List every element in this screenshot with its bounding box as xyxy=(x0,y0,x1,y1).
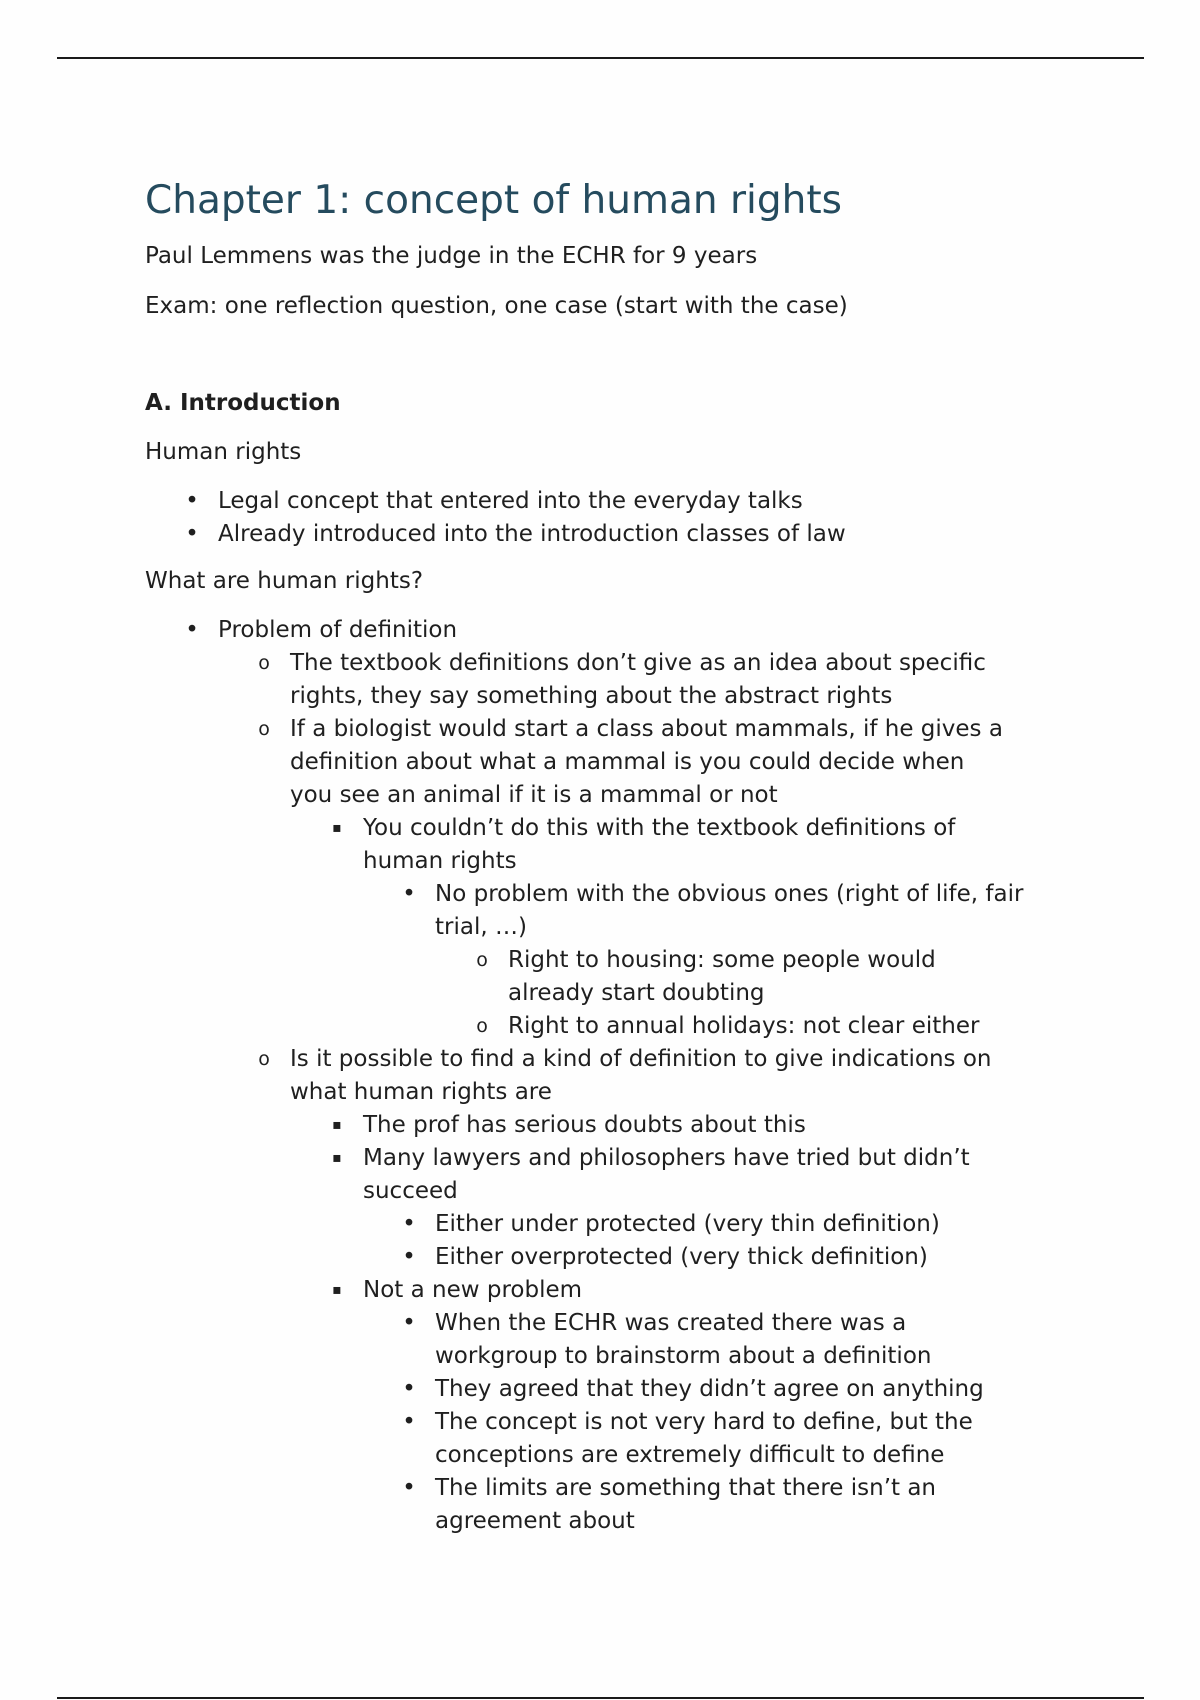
paragraph: What are human rights? xyxy=(145,568,424,594)
bullet-marker: • xyxy=(402,1475,416,1501)
square-marker: ▪ xyxy=(332,1282,342,1298)
bottom-rule xyxy=(57,1697,1144,1699)
list-item-continuation xyxy=(435,1439,944,1471)
list-item-text: succeed xyxy=(363,1178,458,1204)
square-marker: ▪ xyxy=(332,1150,342,1166)
list-item xyxy=(332,1274,583,1306)
bullet-marker: • xyxy=(402,1310,416,1336)
list-item-text: The textbook definitions don’t give as an idea about specific xyxy=(290,650,986,676)
square-marker: ▪ xyxy=(332,1117,342,1133)
list-item-text: No problem with the obvious ones (right of life, fair xyxy=(435,881,1024,907)
list-item-text: human rights xyxy=(363,848,517,874)
bullet-marker: • xyxy=(402,1244,416,1270)
list-item-text: definition about what a mammal is you could decide when xyxy=(290,749,965,775)
list-item-text: what human rights are xyxy=(290,1079,552,1105)
list-item xyxy=(476,1010,980,1042)
list-item-continuation xyxy=(290,680,892,712)
list-item-text: They agreed that they didn’t agree on anything xyxy=(435,1376,984,1402)
list-item-text: Is it possible to find a kind of definition to give indications on xyxy=(290,1046,992,1072)
list-item-continuation xyxy=(508,977,765,1009)
list-item xyxy=(332,1109,806,1141)
circle-marker: o xyxy=(476,949,488,971)
list-item-text: Either under protected (very thin definition) xyxy=(435,1211,940,1237)
list-item xyxy=(402,1208,940,1240)
list-item-text: When the ECHR was created there was a xyxy=(435,1310,907,1336)
list-item xyxy=(332,1142,970,1174)
list-item-text: trial, …) xyxy=(435,914,527,940)
bullet-marker: • xyxy=(185,521,199,547)
circle-marker: o xyxy=(258,718,270,740)
list-item xyxy=(185,485,803,517)
list-item xyxy=(402,1373,984,1405)
list-item-continuation xyxy=(435,1505,635,1537)
list-item-continuation xyxy=(290,746,964,778)
list-item xyxy=(258,647,986,679)
intro-line: Paul Lemmens was the judge in the ECHR for 9 years xyxy=(145,243,758,269)
section-heading: A. Introduction xyxy=(145,390,341,416)
list-item-text: Already introduced into the introduction classes of law xyxy=(218,521,846,547)
list-item xyxy=(185,518,846,550)
list-item-text: The limits are something that there isn’t an xyxy=(435,1475,937,1501)
list-item xyxy=(258,1043,992,1075)
list-item-text: You couldn’t do this with the textbook definitions of xyxy=(363,815,956,841)
bullet-marker: • xyxy=(185,488,199,514)
list-item xyxy=(402,1406,973,1438)
top-rule xyxy=(57,57,1144,59)
list-item-text: Problem of definition xyxy=(218,617,458,643)
list-item xyxy=(476,944,936,976)
bullet-marker: • xyxy=(185,617,199,643)
square-marker: ▪ xyxy=(332,820,342,836)
list-item xyxy=(332,812,956,844)
list-item-continuation xyxy=(290,1076,552,1108)
list-item-text: you see an animal if it is a mammal or not xyxy=(290,782,778,808)
list-item-text: rights, they say something about the abstract rights xyxy=(290,683,893,709)
list-item-text: conceptions are extremely difficult to define xyxy=(435,1442,945,1468)
list-item-text: The concept is not very hard to define, but the xyxy=(435,1409,973,1435)
list-item-text: agreement about xyxy=(435,1508,635,1534)
list-item-text: If a biologist would start a class about mammals, if he gives a xyxy=(290,716,1003,742)
bullet-marker: • xyxy=(402,881,416,907)
list-item-text: Not a new problem xyxy=(363,1277,583,1303)
list-item-continuation xyxy=(435,1340,931,1372)
intro-line: Exam: one reflection question, one case (start with the case) xyxy=(145,293,848,319)
list-item-continuation xyxy=(435,911,527,943)
list-item xyxy=(258,713,1003,745)
bullet-marker: • xyxy=(402,1211,416,1237)
list-item-text: Right to housing: some people would xyxy=(508,947,936,973)
list-item-text: Either overprotected (very thick definition) xyxy=(435,1244,928,1270)
circle-marker: o xyxy=(476,1015,488,1037)
list-item-text: Right to annual holidays: not clear either xyxy=(508,1013,980,1039)
list-item-text: Legal concept that entered into the everyday talks xyxy=(218,488,803,514)
list-item-text: Many lawyers and philosophers have tried but didn’t xyxy=(363,1145,970,1171)
list-item xyxy=(402,1241,928,1273)
paragraph: Human rights xyxy=(145,439,302,465)
circle-marker: o xyxy=(258,652,270,674)
bullet-marker: • xyxy=(402,1376,416,1402)
list-item-continuation xyxy=(363,845,517,877)
list-item-continuation xyxy=(363,1175,458,1207)
bullet-marker: • xyxy=(402,1409,416,1435)
list-item xyxy=(402,878,1024,910)
circle-marker: o xyxy=(258,1048,270,1070)
list-item-continuation xyxy=(290,779,778,811)
list-item xyxy=(402,1307,907,1339)
list-item xyxy=(402,1472,937,1504)
page-title: Chapter 1: concept of human rights xyxy=(145,178,842,223)
list-item-text: already start doubting xyxy=(508,980,765,1006)
list-item-text: workgroup to brainstorm about a definition xyxy=(435,1343,932,1369)
list-item-text: The prof has serious doubts about this xyxy=(363,1112,806,1138)
list-item xyxy=(185,614,458,646)
